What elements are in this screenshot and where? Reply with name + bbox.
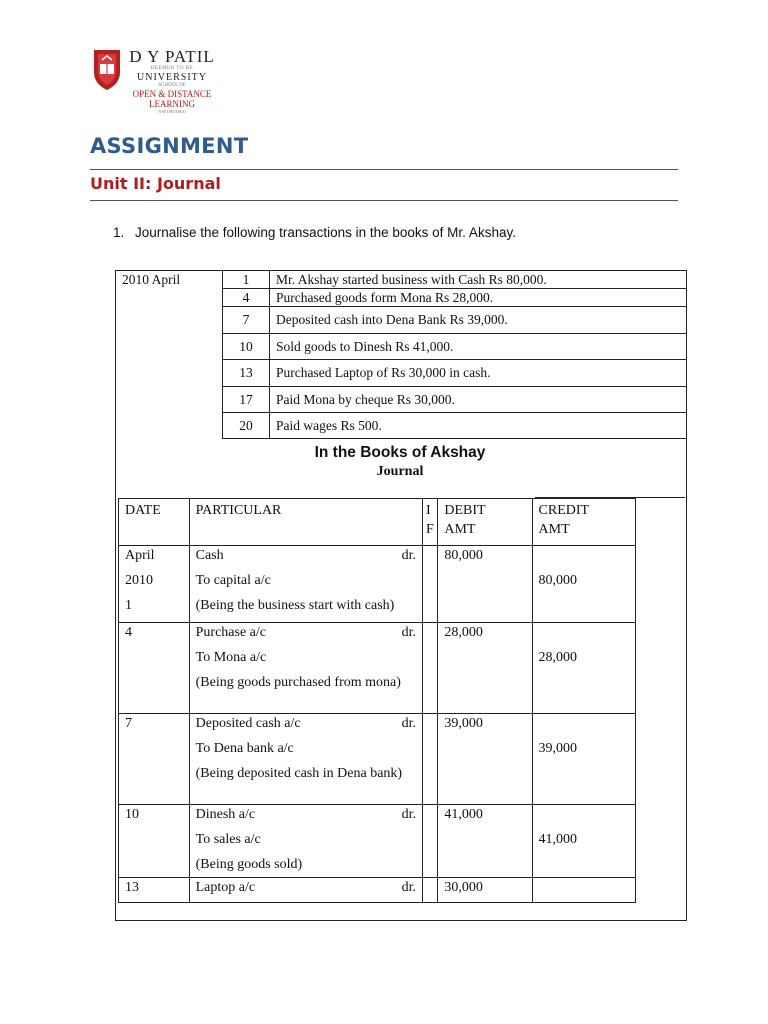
tx-day: 20 xyxy=(223,413,270,439)
unit-title: Unit II: Journal xyxy=(90,174,221,193)
logo-line2: LEARNING xyxy=(149,99,195,109)
logo-text xyxy=(126,48,218,114)
entry-date: 13 xyxy=(119,878,190,903)
entry-date: 7 xyxy=(119,714,190,805)
divider xyxy=(90,169,678,170)
logo-title: D Y PATIL xyxy=(129,47,215,66)
entry-date: 10 xyxy=(119,805,190,878)
table-row xyxy=(119,546,636,623)
journal-title: Journal xyxy=(376,464,424,479)
entry-debit: 80,000 xyxy=(438,546,532,623)
journal-header-row xyxy=(119,499,636,546)
tx-day: 7 xyxy=(223,307,270,334)
table-row xyxy=(119,878,636,903)
logo-line1: OPEN & DISTANCE xyxy=(132,89,212,99)
tx-text: Purchased goods form Mona Rs 28,000. xyxy=(270,289,687,307)
tx-text: Paid wages Rs 500. xyxy=(270,413,687,439)
entry-particular: Purchase a/c dr. To Mona a/c (Being goods purchased from mona) xyxy=(189,623,422,714)
entry-particular: Dinesh a/c dr. To sales a/c (Being goods sold) xyxy=(189,805,422,878)
entry-debit: 30,000 xyxy=(438,878,532,903)
header-particular: PARTICULAR xyxy=(189,499,422,546)
tx-text: Mr. Akshay started business with Cash Rs 80,000. xyxy=(270,271,687,289)
entry-debit: 41,000 xyxy=(438,805,532,878)
entry-particular: Deposited cash a/c dr. To Dena bank a/c (Being deposited cash in Dena bank) xyxy=(189,714,422,805)
entry-credit xyxy=(532,878,635,903)
logo-university: UNIVERSITY xyxy=(137,72,207,83)
header-date: DATE xyxy=(119,499,190,546)
entry-credit: 80,000 xyxy=(532,546,635,623)
logo-city: NAVI MUMBAI xyxy=(158,109,186,114)
entry-debit: 39,000 xyxy=(438,714,532,805)
entry-debit: 28,000 xyxy=(438,623,532,714)
transactions-table xyxy=(115,270,687,439)
tx-day: 4 xyxy=(223,289,270,307)
header-debit: DEBIT AMT xyxy=(438,499,532,546)
entry-date: April 2010 1 xyxy=(119,546,190,623)
books-title: In the Books of Akshay xyxy=(314,444,486,461)
logo-tagline: DEEMED TO BE xyxy=(150,66,194,71)
table-row xyxy=(119,805,636,878)
tx-day: 13 xyxy=(223,360,270,387)
table-row xyxy=(119,714,636,805)
tx-text: Paid Mona by cheque Rs 30,000. xyxy=(270,387,687,413)
header-lf: I F xyxy=(423,499,438,546)
question-number: 1. xyxy=(113,225,125,240)
page-title: ASSIGNMENT xyxy=(90,134,249,158)
entry-date: 4 xyxy=(119,623,190,714)
tx-text: Purchased Laptop of Rs 30,000 in cash. xyxy=(270,360,687,387)
tx-text: Sold goods to Dinesh Rs 41,000. xyxy=(270,334,687,360)
question-text: Journalise the following transactions in the books of Mr. Akshay. xyxy=(135,225,516,240)
tx-day: 1 xyxy=(223,271,270,289)
logo-school: SCHOOL OF xyxy=(158,83,186,88)
journal-table xyxy=(118,498,636,903)
question xyxy=(113,225,516,240)
entry-credit: 39,000 xyxy=(532,714,635,805)
tx-day: 17 xyxy=(223,387,270,413)
table-row xyxy=(119,623,636,714)
entry-particular: Laptop a/c dr. xyxy=(189,878,422,903)
entry-particular: Cash dr. To capital a/c (Being the business start with cash) xyxy=(189,546,422,623)
tx-day: 10 xyxy=(223,334,270,360)
divider xyxy=(90,200,678,201)
entry-credit: 28,000 xyxy=(532,623,635,714)
period-cell: 2010 April xyxy=(116,271,223,289)
tx-text: Deposited cash into Dena Bank Rs 39,000. xyxy=(270,307,687,334)
header-credit: CREDIT AMT xyxy=(532,499,635,546)
entry-credit: 41,000 xyxy=(532,805,635,878)
